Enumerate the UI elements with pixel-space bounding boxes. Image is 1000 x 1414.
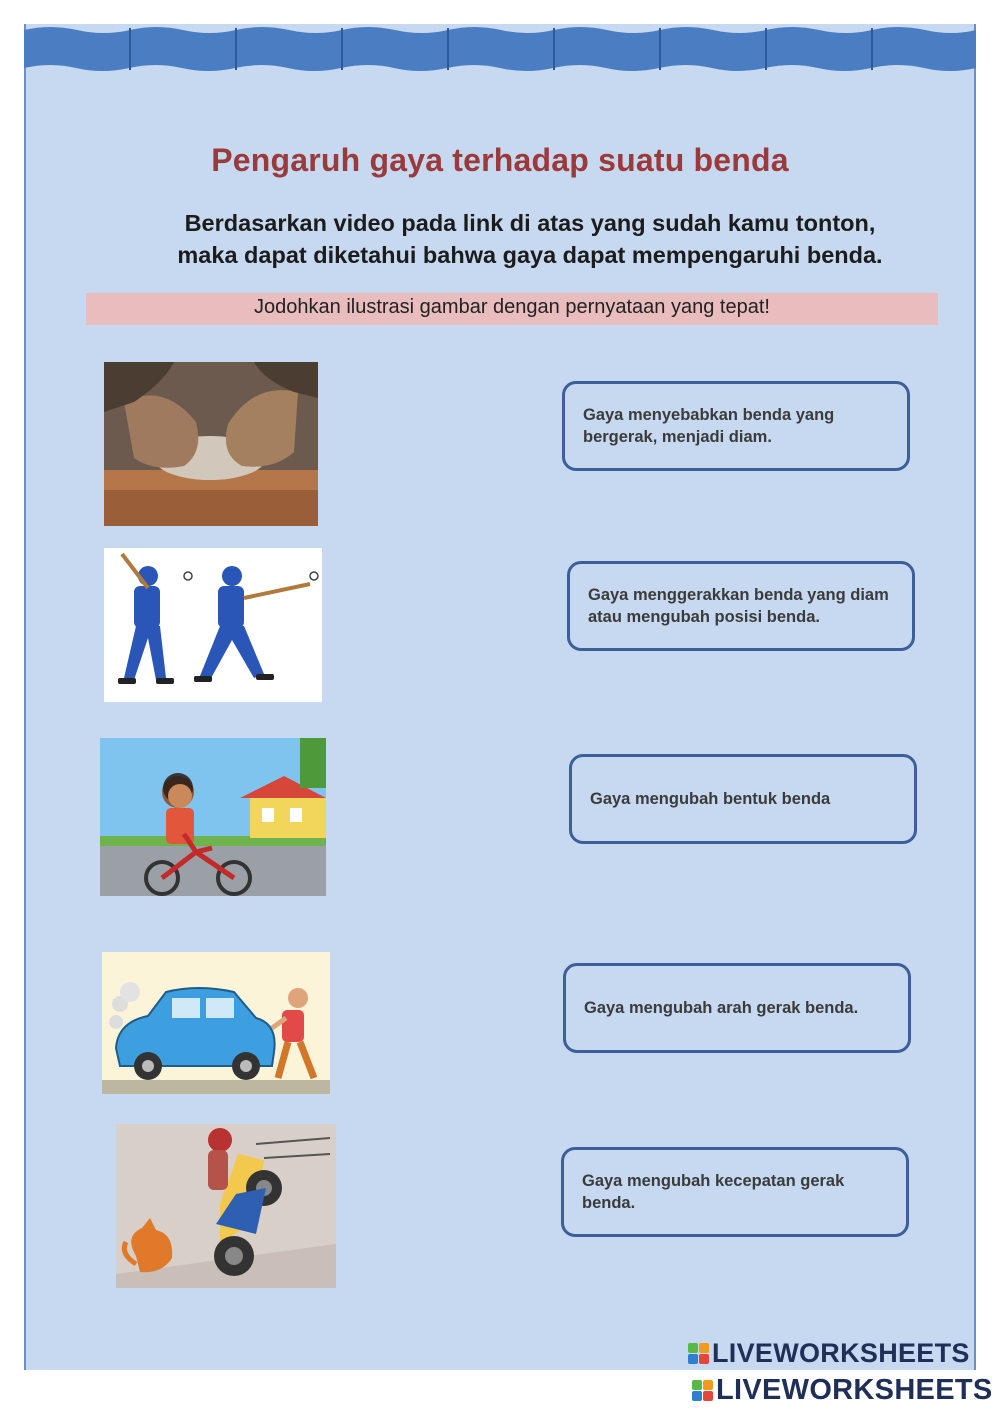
hands-dough-image [104, 362, 318, 526]
baseball-batter-image [104, 548, 322, 702]
statement-text-3: Gaya mengubah bentuk benda [590, 790, 831, 808]
liveworksheets-mark-icon [688, 1343, 709, 1364]
intro-line-2: maka dapat diketahui bahwa gaya dapat mempengaruhi benda. [177, 242, 883, 268]
intro-line-1: Berdasarkan video pada link di atas yang sudah kamu tonton, [184, 210, 876, 236]
motorbike-cat-image [116, 1124, 336, 1288]
statement-box-1[interactable] [562, 381, 910, 471]
statement-text-1: Gaya menyebabkan benda yang bergerak, menjadi diam. [583, 406, 835, 446]
intro-text [110, 207, 950, 271]
page-title: Pengaruh gaya terhadap suatu benda [211, 142, 789, 178]
liveworksheets-logo-upper [688, 1338, 970, 1369]
boy-bicycle-image [100, 738, 326, 896]
statement-text-5: Gaya mengubah kecepatan gerak benda. [582, 1172, 845, 1212]
top-banner [24, 24, 976, 80]
statement-box-4[interactable] [563, 963, 911, 1053]
picture-baseball-batter[interactable] [104, 548, 322, 702]
instruction-banner: Jodohkan ilustrasi gambar dengan pernyataan yang tepat! [86, 293, 938, 325]
statement-text-4: Gaya mengubah arah gerak benda. [584, 999, 859, 1017]
picture-boy-pushing-car[interactable] [102, 952, 330, 1094]
statement-box-3[interactable] [569, 754, 917, 844]
picture-boy-cycling[interactable] [100, 738, 326, 896]
brand-name-lower: LIVEWORKSHEETS [716, 1374, 993, 1406]
liveworksheets-mark-icon [692, 1380, 713, 1401]
statement-box-2[interactable] [567, 561, 915, 651]
statement-text-2: Gaya menggerakkan benda yang diam atau mengubah posisi benda. [588, 586, 889, 626]
push-car-image [102, 952, 330, 1094]
picture-motorbike-braking-cat[interactable] [116, 1124, 336, 1288]
brand-name-upper: LIVEWORKSHEETS [712, 1338, 970, 1368]
picture-hands-kneading-dough[interactable] [104, 362, 318, 526]
liveworksheets-logo-lower [692, 1374, 993, 1407]
statement-box-5[interactable] [561, 1147, 909, 1237]
